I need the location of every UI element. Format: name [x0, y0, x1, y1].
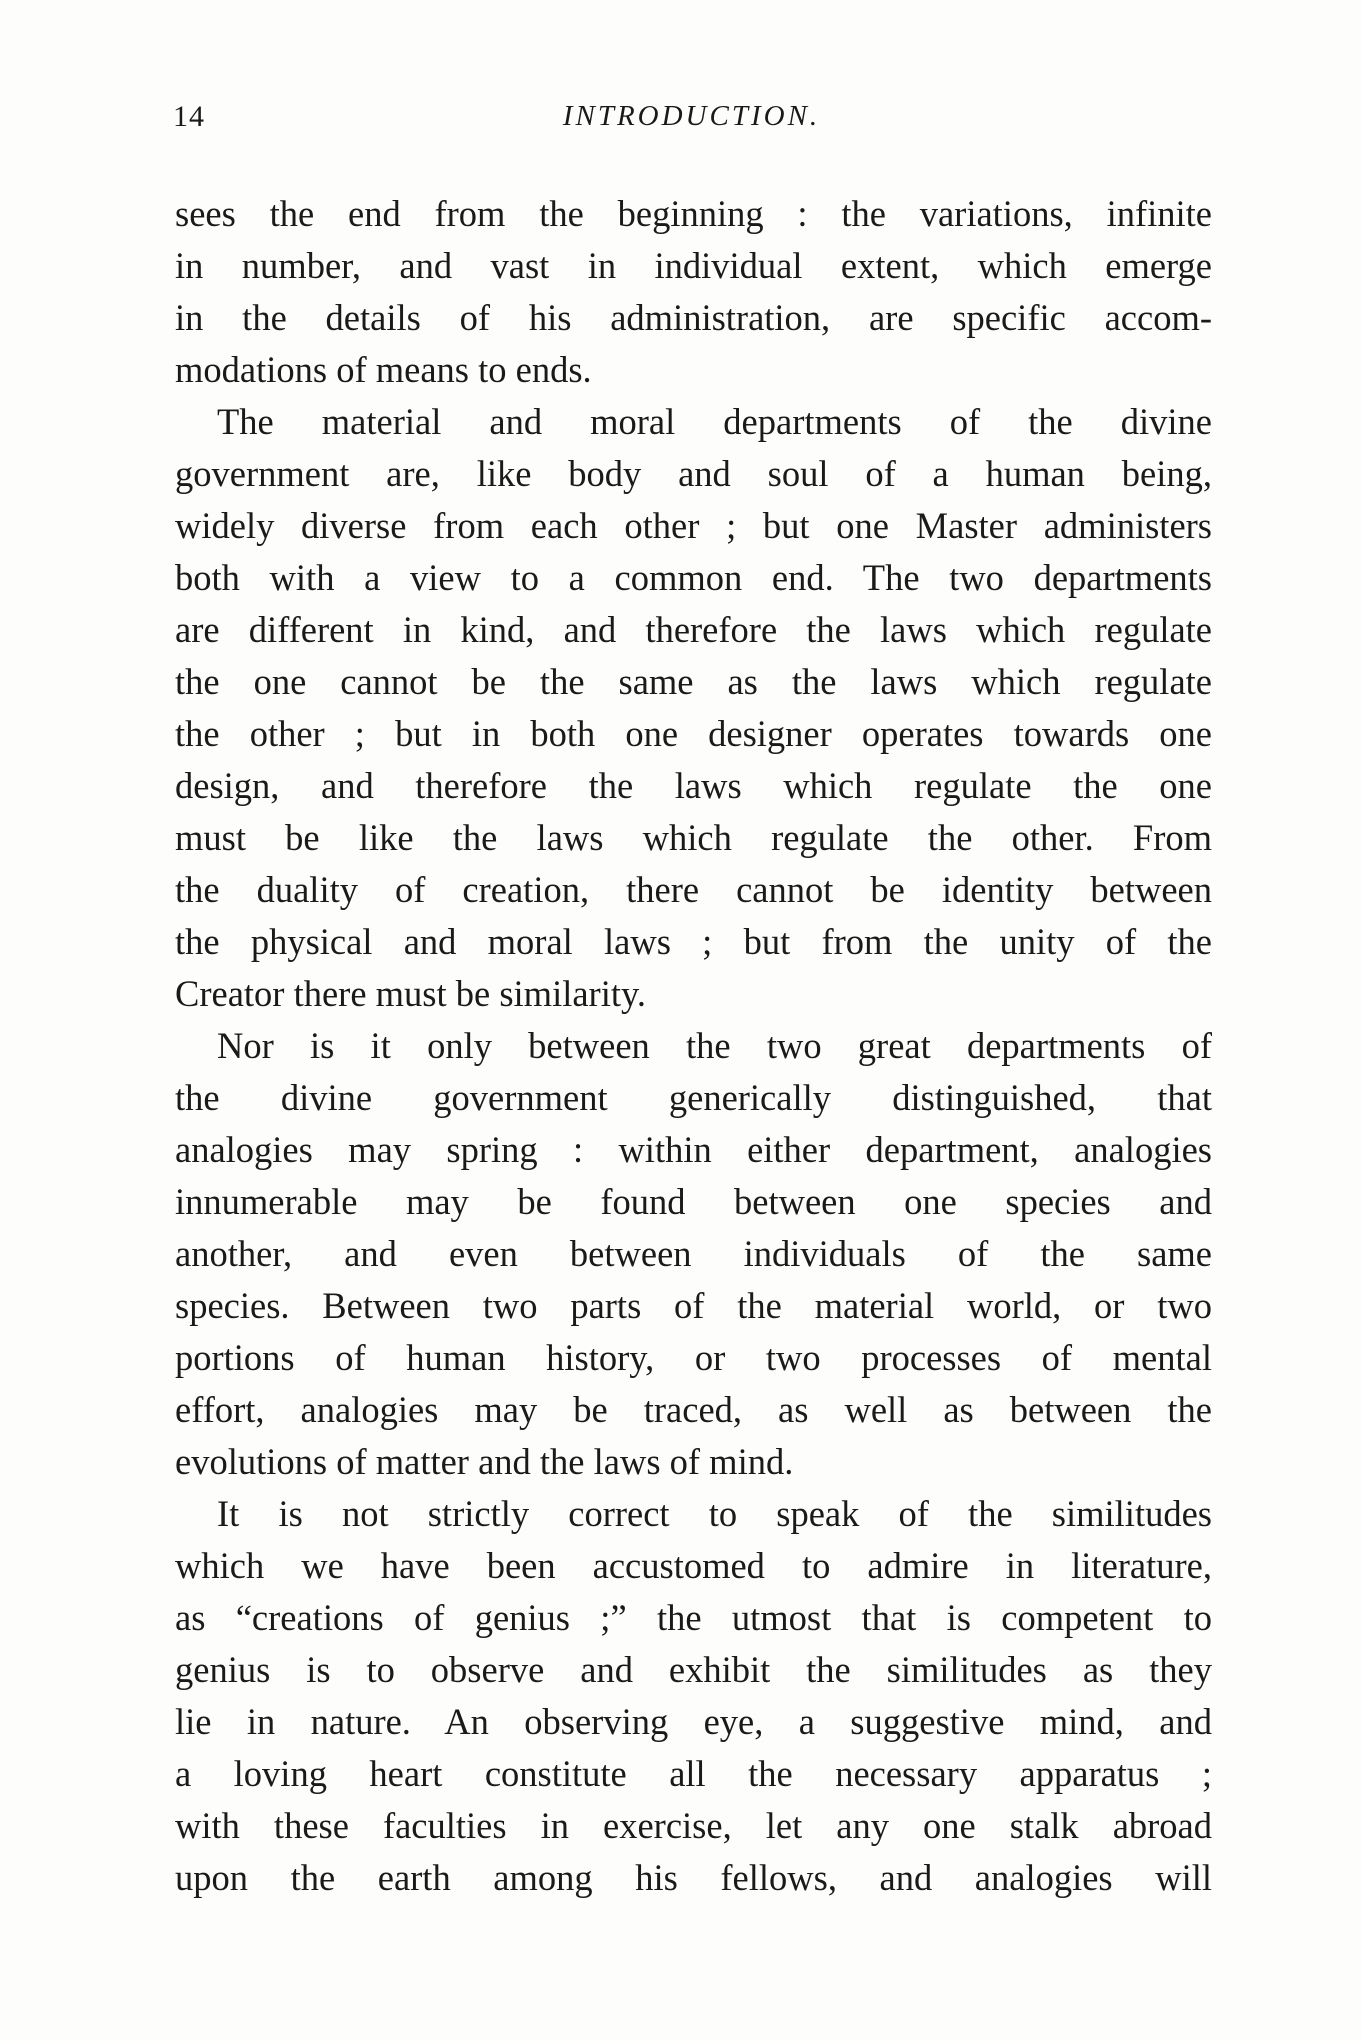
- text-line: portions of human history, or two processes of mental: [175, 1337, 1212, 1378]
- text-line-paragraph-start: The material and moral departments of the divine: [217, 401, 1212, 442]
- text-line: effort, analogies may be traced, as well as between the: [175, 1389, 1212, 1430]
- text-line: in the details of his administration, are specific accom-: [175, 297, 1212, 338]
- text-line: the other ; but in both one designer operates towards one: [175, 713, 1212, 754]
- text-line: genius is to observe and exhibit the similitudes as they: [175, 1649, 1212, 1690]
- text-line: must be like the laws which regulate the other. From: [175, 817, 1212, 858]
- text-line: lie in nature. An observing eye, a suggestive mind, and: [175, 1701, 1212, 1742]
- text-line: government are, like body and soul of a human being,: [175, 453, 1212, 494]
- running-head: INTRODUCTION.: [562, 100, 821, 132]
- text-line: the one cannot be the same as the laws which regulate: [175, 661, 1212, 702]
- text-line-paragraph-start: Nor is it only between the two great departments of: [217, 1025, 1212, 1066]
- text-line-paragraph-end: Creator there must be similarity.: [175, 973, 646, 1014]
- text-line-paragraph-end: evolutions of matter and the laws of mind.: [175, 1441, 794, 1482]
- text-line: the physical and moral laws ; but from the unity of the: [175, 921, 1212, 962]
- text-line: widely diverse from each other ; but one Master administers: [175, 505, 1212, 546]
- text-line: as “creations of genius ;” the utmost that is competent to: [175, 1597, 1212, 1638]
- text-line: design, and therefore the laws which regulate the one: [175, 765, 1212, 806]
- text-line: with these faculties in exercise, let any one stalk abroad: [175, 1805, 1212, 1846]
- text-line: species. Between two parts of the material world, or two: [175, 1285, 1212, 1326]
- text-line: another, and even between individuals of the same: [175, 1233, 1212, 1274]
- body-text: [175, 188, 1212, 1904]
- text-line-paragraph-end: modations of means to ends.: [175, 349, 592, 390]
- text-line: in number, and vast in individual extent, which emerge: [175, 245, 1212, 286]
- text-line-paragraph-start: It is not strictly correct to speak of the similitudes: [217, 1493, 1212, 1534]
- page-header: [173, 100, 1210, 140]
- text-line: a loving heart constitute all the necessary apparatus ;: [175, 1753, 1212, 1794]
- text-line: both with a view to a common end. The two departments: [175, 557, 1212, 598]
- text-line: the divine government generically distinguished, that: [175, 1077, 1212, 1118]
- text-line: upon the earth among his fellows, and analogies will: [175, 1857, 1212, 1898]
- text-line: which we have been accustomed to admire in literature,: [175, 1545, 1212, 1586]
- text-line: the duality of creation, there cannot be identity between: [175, 869, 1212, 910]
- page-number: 14: [173, 100, 205, 133]
- text-line: are different in kind, and therefore the laws which regulate: [175, 609, 1212, 650]
- text-line: sees the end from the beginning : the variations, infinite: [175, 193, 1212, 234]
- text-line: analogies may spring : within either department, analogies: [175, 1129, 1212, 1170]
- text-line: innumerable may be found between one species and: [175, 1181, 1212, 1222]
